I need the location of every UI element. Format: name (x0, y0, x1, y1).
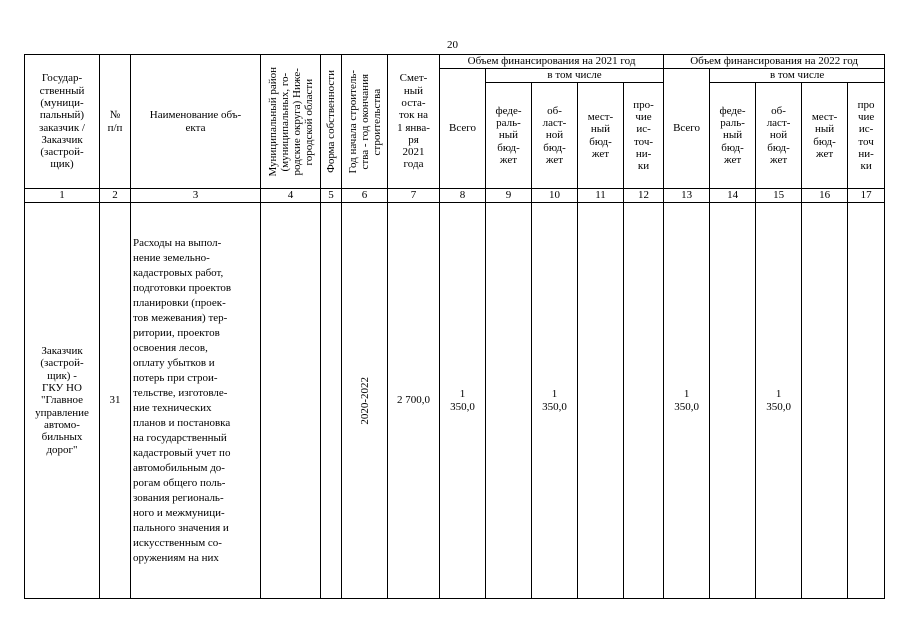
header-regional-2022: об- ласт- ной бюд- жет (756, 83, 802, 189)
row-other-2021 (624, 203, 664, 599)
header-including-2021: в том числе (486, 69, 664, 83)
row-regional-2021: 1 350,0 (532, 203, 578, 599)
header-other-2021: про- чие ис- точ- ни- ки (624, 83, 664, 189)
row-ownership (321, 203, 342, 599)
column-number: 2 (100, 189, 131, 203)
row-other-2022 (848, 203, 885, 599)
column-number-row (25, 189, 885, 203)
investment-table (24, 54, 885, 599)
header-local-2022: мест- ный бюд- жет (802, 83, 848, 189)
header-regional-2021: об- ласт- ной бюд- жет (532, 83, 578, 189)
header-years-text: Год начала строитель- ства - год окончания строительства (346, 69, 383, 174)
row-regional-2022: 1 350,0 (756, 203, 802, 599)
header-including-2022: в том числе (710, 69, 885, 83)
row-local-2022 (802, 203, 848, 599)
row-local-2021 (578, 203, 624, 599)
header-total-2021: Всего (440, 69, 486, 189)
row-customer: Заказчик (застрой- щик) - ГКУ НО "Главное управление автомо- бильных дорог" (25, 203, 100, 599)
row-estimate: 2 700,0 (388, 203, 440, 599)
column-number: 13 (664, 189, 710, 203)
row-total-2022: 1 350,0 (664, 203, 710, 599)
column-number: 6 (342, 189, 388, 203)
header-estimate: Смет- ный оста- ток на 1 янва- ря 2021 года (388, 55, 440, 189)
row-total-2021: 1 350,0 (440, 203, 486, 599)
column-number: 9 (486, 189, 532, 203)
column-number: 3 (131, 189, 261, 203)
row-federal-2021 (486, 203, 532, 599)
table-row (25, 203, 885, 599)
row-number: 31 (100, 203, 131, 599)
header-ownership-text: Форма собственности (325, 70, 337, 173)
header-years (342, 55, 388, 189)
page-number: 20 (447, 39, 458, 51)
header-row-1 (25, 55, 885, 69)
column-number: 11 (578, 189, 624, 203)
header-district-text: Муниципальный район (муниципальных, го- родские округа) Ниже- городской области (266, 66, 315, 177)
header-ownership (321, 55, 342, 189)
header-district (261, 55, 321, 189)
column-number: 10 (532, 189, 578, 203)
row-district (261, 203, 321, 599)
header-customer: Государ- ственный (муници- пальный) заказчик / Заказчик (застрой- щик) (25, 55, 100, 189)
row-years: 2020-2022 (358, 376, 371, 425)
header-federal-2021: феде- раль- ный бюд- жет (486, 83, 532, 189)
column-number: 15 (756, 189, 802, 203)
row-years-cell (342, 203, 388, 599)
row-object-name: Расходы на выпол- нение земельно- кадастровых работ, подготовки проектов планировки (проек- тов межевания) тер- ритории, проектов освоения лесов, оплату убытков и потерь при строи- тельстве, изготовле- ние технических планов и постановка на государственный кадастровый учет по автомобильным до- рогам общего поль- зования региональ- ного и межмуници- пального значения и искусственным со- оружениям на них (133, 236, 232, 564)
column-number: 7 (388, 189, 440, 203)
column-number: 14 (710, 189, 756, 203)
column-number: 12 (624, 189, 664, 203)
row-federal-2022 (710, 203, 756, 599)
row-object-name-cell (131, 203, 261, 599)
header-federal-2022: феде- раль- ный бюд- жет (710, 83, 756, 189)
column-number: 8 (440, 189, 486, 203)
header-other-2022: про чие ис- точ ни- ки (848, 83, 885, 189)
header-object-name: Наименование объ- екта (131, 55, 261, 189)
header-number: № п/п (100, 55, 131, 189)
header-funding-2021: Объем финансирования на 2021 год (440, 55, 664, 69)
header-funding-2022: Объем финансирования на 2022 год (664, 55, 885, 69)
column-number: 16 (802, 189, 848, 203)
column-number: 4 (261, 189, 321, 203)
column-number: 17 (848, 189, 885, 203)
header-local-2021: мест- ный бюд- жет (578, 83, 624, 189)
column-number: 1 (25, 189, 100, 203)
column-number: 5 (321, 189, 342, 203)
header-total-2022: Всего (664, 69, 710, 189)
